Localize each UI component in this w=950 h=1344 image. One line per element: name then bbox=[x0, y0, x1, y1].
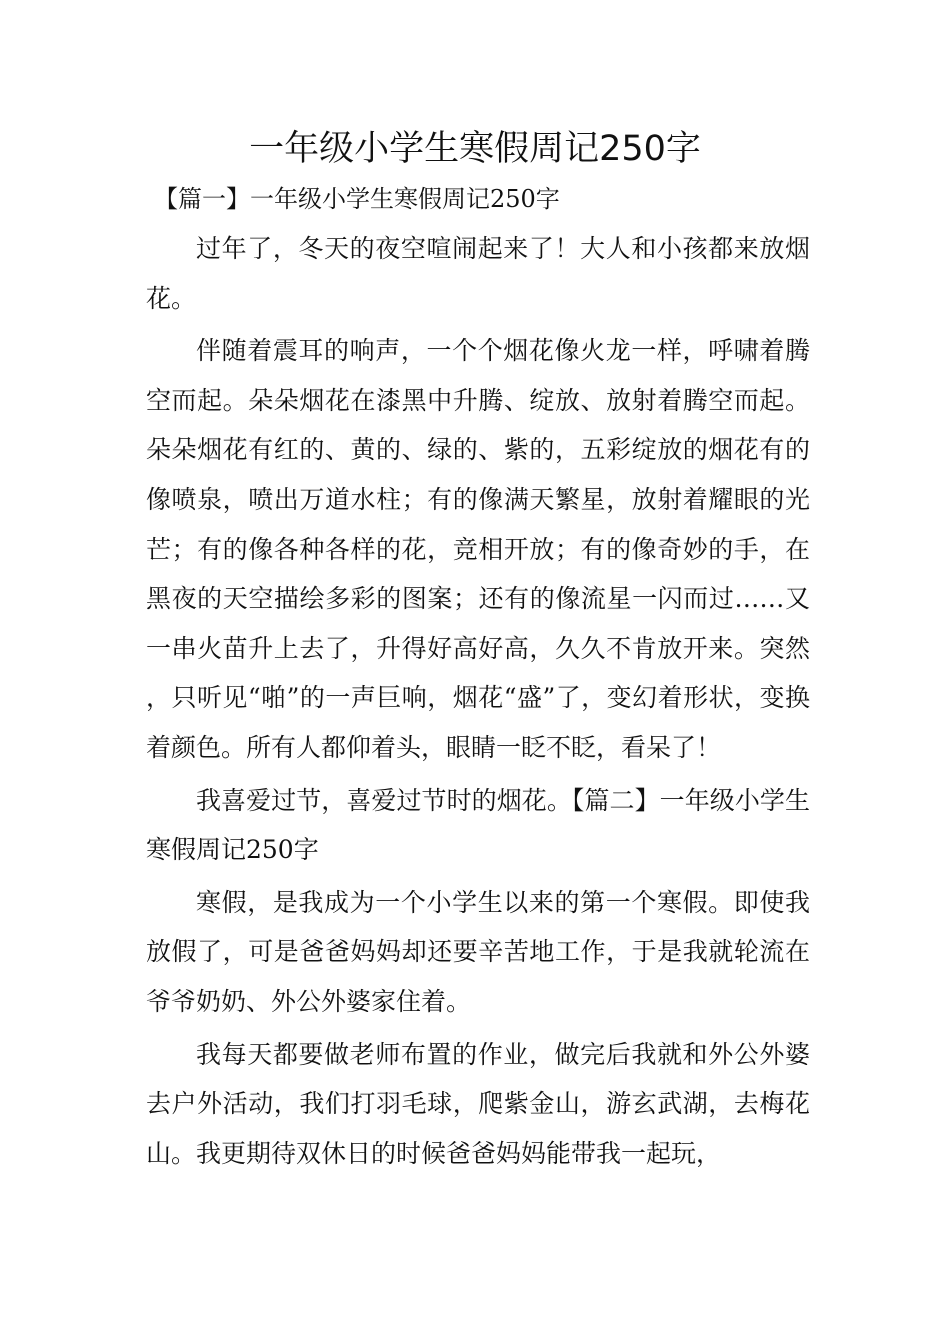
paragraph: 寒假，是我成为一个小学生以来的第一个寒假。即使我放假了，可是爸爸妈妈却还要辛苦地工作，于是我就轮流在爷爷奶奶、外公外婆家住着。 bbox=[146, 887, 810, 1016]
paragraph: 我喜爱过节，喜爱过节时的烟花。【篇二】一年级小学生寒假周记250字 bbox=[146, 785, 810, 865]
document-body bbox=[146, 224, 810, 1181]
document-title: 一年级小学生寒假周记250字 bbox=[249, 129, 701, 169]
paragraph: 我每天都要做老师布置的作业，做完后我就和外公外婆去户外活动，我们打羽毛球，爬紫金山，游玄武湖，去梅花山。我更期待双休日的时候爸爸妈妈能带我一起玩， bbox=[146, 1039, 810, 1168]
paragraph: 过年了，冬天的夜空喧闹起来了！大人和小孩都来放烟花。 bbox=[146, 234, 810, 313]
paragraph: 伴随着震耳的响声，一个个烟花像火龙一样，呼啸着腾空而起。朵朵烟花在漆黑中升腾、绽放、放射着腾空而起。朵朵烟花有红的、黄的、绿的、紫的，五彩绽放的烟花有的像喷泉，喷出万道水柱；有的像满天繁星，放射着耀眼的光芒；有的像各种各样的花，竞相开放；有的像奇妙的手，在黑夜的天空描绘多彩的图案；还有的像流星一闪而过……又一串火苗升上去了，升得好高好高，久久不肯放开来。突然，只听见“啪”的一声巨响，烟花“盛”了，变幻着形状，变换着颜色。所有人都仰着头，眼睛一眨不眨，看呆了！ bbox=[146, 336, 810, 762]
section-heading: 【篇一】一年级小学生寒假周记250字 bbox=[154, 185, 560, 213]
